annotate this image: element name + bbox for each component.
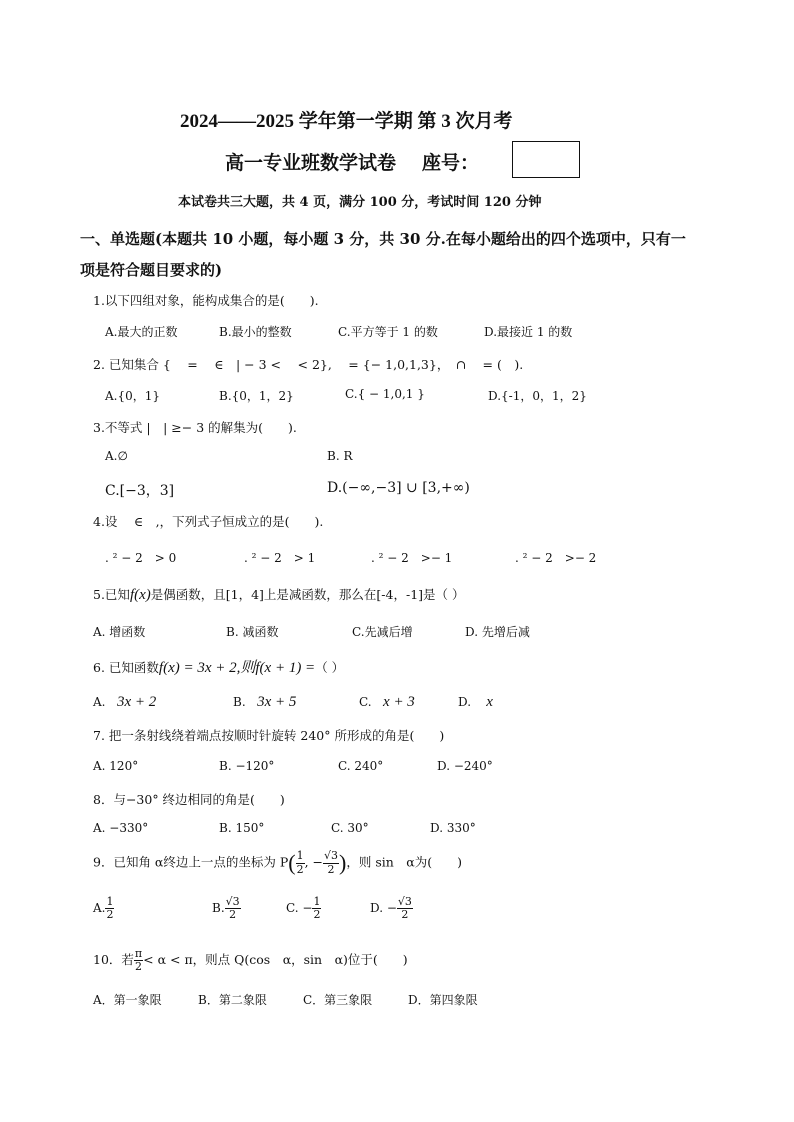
option-c: C.先减后增 — [352, 625, 413, 639]
exam-info: 本试卷共三大题，共 4 页，满分 100 分，考试时间 120 分钟 — [178, 195, 542, 210]
option-label: C. — [359, 695, 372, 709]
option-a: . ² − 2 > 0 — [105, 551, 177, 565]
option-c: C.[−3，3] — [105, 483, 175, 499]
exam-subtitle: 高一专业班数学试卷 — [225, 152, 397, 174]
denominator: 2 — [229, 908, 237, 922]
option-fraction — [225, 896, 241, 921]
option-a — [93, 694, 156, 711]
option-b: B. 减函数 — [226, 625, 279, 639]
option-b — [233, 694, 296, 711]
stem-suffix: 是偶函数，且[1，4]上是减函数，那么在[-4，-1]是（ ） — [150, 587, 465, 602]
question-stem: 8．与−30° 终边相同的角是( ) — [93, 792, 285, 807]
numerator: √3 — [225, 895, 240, 908]
option-b: B.最小的整数 — [219, 325, 292, 339]
option-b: B. 150° — [219, 821, 265, 835]
denominator: 2 — [135, 960, 143, 974]
section1-heading-line1: 一、单选题(本题共 10 小题，每小题 3 分，共 30 分.在每小题给出的四个选项中，只有一 — [80, 230, 686, 248]
denominator: 2 — [401, 908, 409, 922]
option-c: . ² − 2 >− 1 — [371, 551, 453, 565]
numerator: √3 — [324, 849, 339, 863]
numerator: π — [134, 947, 143, 960]
option-c: C.平方等于 1 的数 — [338, 325, 438, 339]
option-a: A. 增函数 — [93, 625, 146, 639]
function-expression: f(x) — [129, 587, 151, 603]
option-label: C. − — [286, 901, 313, 916]
pi-half-fraction — [134, 948, 143, 973]
stem-prefix: 9．已知角 α终边上一点的坐标为 P — [93, 854, 289, 870]
option-a — [93, 896, 114, 921]
question-stem — [93, 656, 344, 677]
option-d: D.最接近 1 的数 — [484, 325, 573, 339]
seat-number-box[interactable] — [512, 141, 580, 178]
option-label: A. — [93, 901, 106, 916]
option-c: C. 240° — [338, 759, 384, 773]
stem-suffix: （ ） — [315, 660, 345, 675]
denominator: 2 — [327, 862, 335, 876]
point-y-fraction — [323, 850, 339, 875]
option-b — [212, 896, 241, 921]
question-stem: 3.不等式 | | ≥− 3 的解集为( ). — [93, 420, 297, 435]
option-c — [359, 694, 415, 711]
option-c: C.{ − 1,0,1 } — [345, 387, 425, 401]
question-stem: 4.设 ∈ ,，下列式子恒成立的是( ). — [93, 514, 324, 529]
question-stem — [93, 585, 465, 604]
question-stem — [93, 850, 462, 876]
option-a: A.{0，1} — [105, 389, 161, 403]
option-b: . ² − 2 > 1 — [244, 551, 316, 565]
question-stem: 2. 已知集合 { = ∈ | − 3 < < 2}, = {− 1,0,1,3}， ∩ = ( ). — [93, 357, 524, 372]
section1-heading-line2: 项是符合题目要求的) — [80, 261, 223, 279]
stem-prefix: 10．若 — [93, 952, 134, 968]
option-d: D．第四象限 — [408, 993, 478, 1007]
option-b: B. R — [327, 449, 353, 463]
question-stem — [93, 948, 408, 973]
option-label: D. − — [370, 901, 397, 916]
option-c: C．第三象限 — [303, 993, 373, 1007]
option-a: A.最大的正数 — [105, 325, 178, 339]
numerator: 1 — [313, 895, 321, 908]
function-expression: f(x) = 3x + 2,则f(x + 1) = — [158, 660, 316, 676]
exam-title: 2024——2025 学年第一学期 第 3 次月考 — [180, 111, 513, 132]
option-b: B.{0，1，2} — [219, 389, 294, 403]
option-fraction — [397, 896, 413, 921]
option-a: A．第一象限 — [93, 993, 162, 1007]
option-label: D. — [458, 695, 472, 709]
option-c — [286, 896, 321, 921]
option-fraction — [312, 896, 321, 921]
option-label: A. — [93, 695, 106, 709]
stem-prefix: 6. 已知函数 — [93, 660, 159, 675]
numerator: √3 — [397, 895, 412, 908]
stem-prefix: 5.已知 — [93, 587, 130, 602]
denominator: 2 — [313, 908, 321, 922]
stem-suffix: ，则 sin α为( ) — [346, 854, 462, 870]
option-value: 3x + 5 — [257, 694, 297, 710]
denominator: 2 — [106, 908, 114, 922]
close-paren: ) — [339, 850, 347, 875]
option-d: D. 先增后减 — [465, 625, 530, 639]
denominator: 2 — [296, 862, 304, 876]
option-value: x + 3 — [383, 694, 415, 710]
separator: , − — [304, 854, 324, 870]
option-b: B．第二象限 — [198, 993, 267, 1007]
stem-suffix: < α < π，则点 Q(cos α，sin α)位于( ) — [143, 952, 408, 968]
open-paren: ( — [288, 850, 296, 875]
option-label: B. — [233, 695, 246, 709]
option-value: x — [486, 694, 493, 710]
option-d: . ² − 2 >− 2 — [515, 551, 597, 565]
option-a: A. 120° — [93, 759, 139, 773]
seat-label: 座号： — [422, 152, 480, 174]
option-d: D.{-1，0，1，2} — [488, 389, 587, 403]
option-d — [458, 694, 493, 711]
option-a: A.∅ — [105, 449, 128, 463]
option-d — [370, 896, 413, 921]
option-d: D. 330° — [430, 821, 476, 835]
point-x-fraction — [296, 850, 305, 875]
option-value: 3x + 2 — [116, 694, 157, 710]
question-stem: 1.以下四组对象，能构成集合的是( ). — [93, 293, 319, 308]
option-d: D.(−∞,−3] ∪ [3,+∞) — [327, 480, 470, 496]
option-label: B. — [212, 901, 225, 916]
question-stem: 7. 把一条射线绕着端点按顺时针旋转 240° 所形成的角是( ) — [93, 728, 445, 743]
numerator: 1 — [106, 895, 114, 908]
option-fraction — [105, 896, 114, 921]
option-b: B. −120° — [219, 759, 275, 773]
option-d: D. −240° — [437, 759, 493, 773]
numerator: 1 — [296, 849, 304, 863]
option-a: A. −330° — [93, 821, 149, 835]
option-c: C. 30° — [331, 821, 369, 835]
